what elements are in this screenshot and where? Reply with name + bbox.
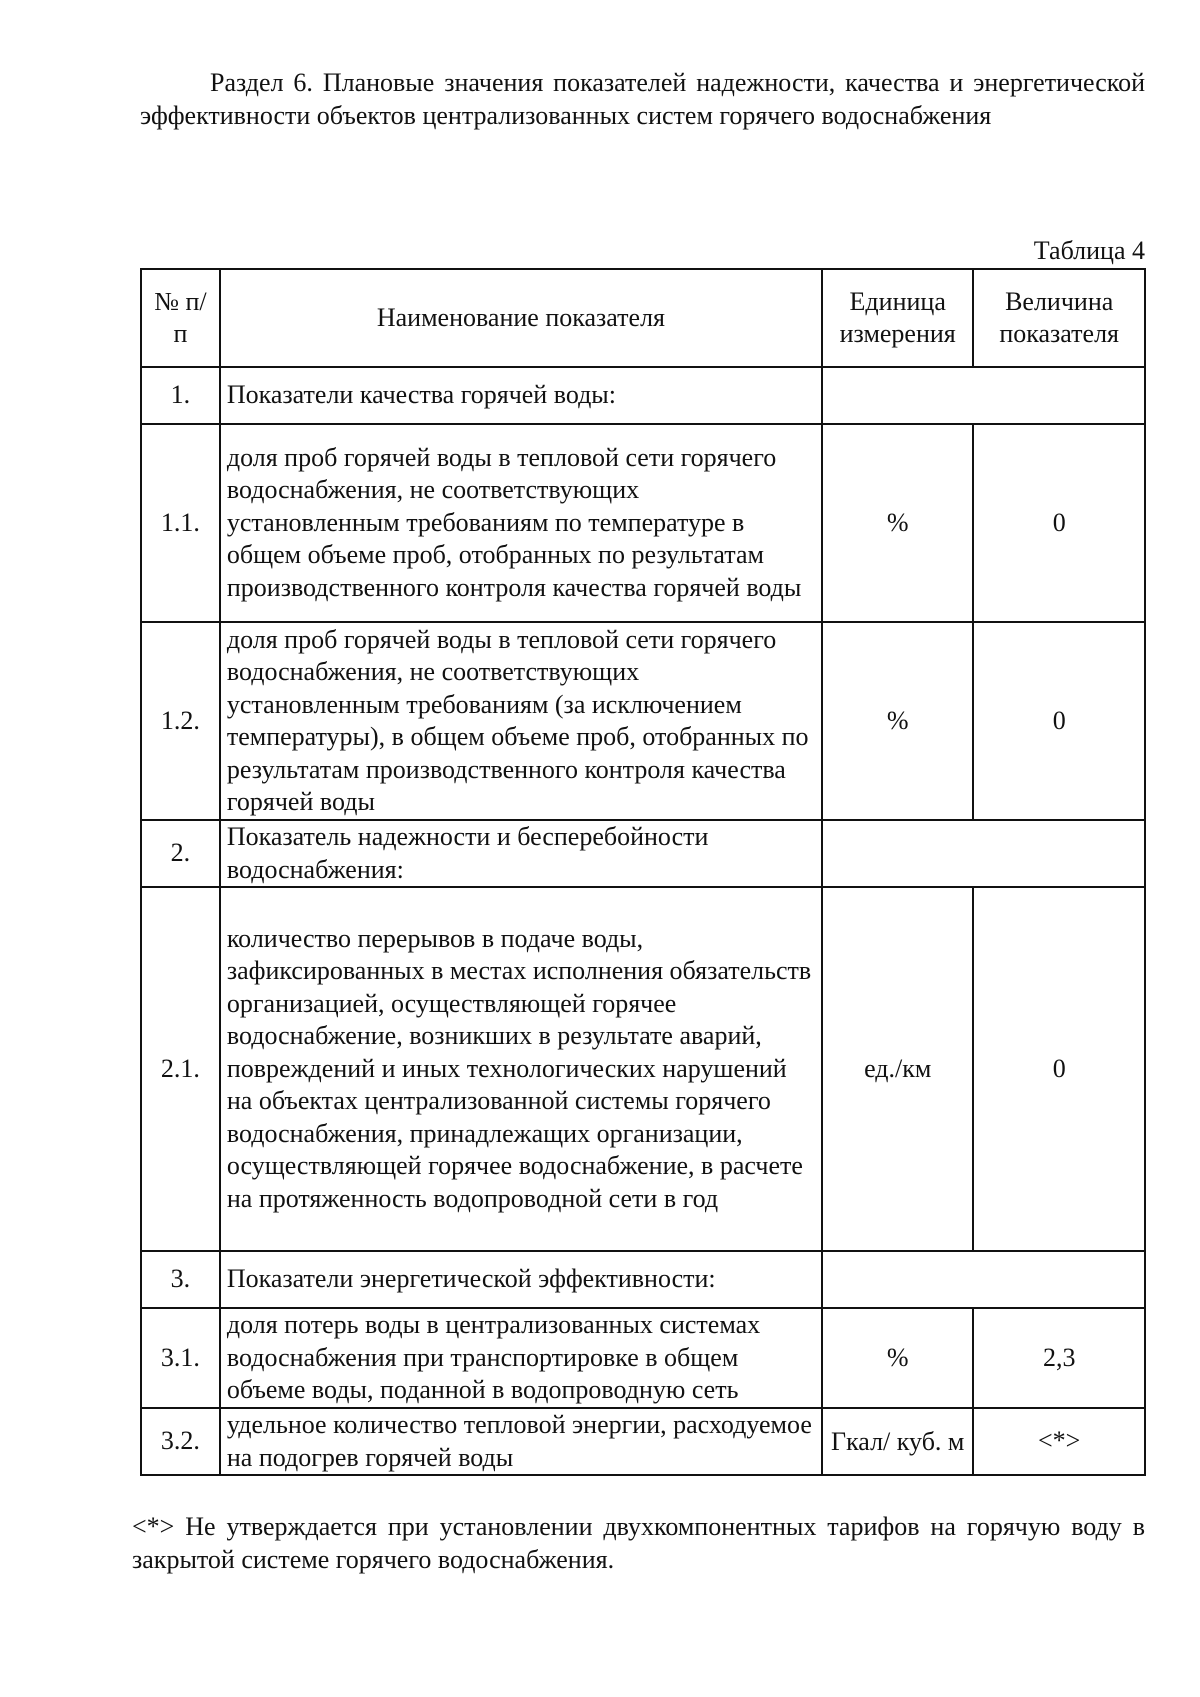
- table-header-row: [141, 269, 1145, 367]
- row-name: доля проб горячей воды в тепловой сети горячего водоснабжения, не соответствующих установленным требованиям по температуре в общем объеме проб, отобранных по результатам производственного контроля качества горячей воды: [220, 424, 822, 622]
- row-name: удельное количество тепловой энергии, расходуемое на подогрев горячей воды: [220, 1408, 822, 1475]
- row-empty-cell: [822, 820, 1145, 887]
- table-row-section-1: [141, 367, 1145, 424]
- row-num: 1.2.: [141, 622, 220, 820]
- table-row-section-2: [141, 820, 1145, 887]
- row-name: доля потерь воды в централизованных системах водоснабжения при транспортировке в общем объеме воды, поданной в водопроводную сеть: [220, 1308, 822, 1408]
- row-num: 1.1.: [141, 424, 220, 622]
- row-num: 2.: [141, 820, 220, 887]
- row-unit: %: [822, 424, 973, 622]
- table-row-2-1: [141, 887, 1145, 1251]
- header-value: Величина показателя: [973, 269, 1145, 367]
- row-num: 3.: [141, 1251, 220, 1308]
- row-unit: ед./км: [822, 887, 973, 1251]
- row-empty-cell: [822, 367, 1145, 424]
- row-value: <*>: [973, 1408, 1145, 1475]
- header-num: № п/п: [141, 269, 220, 367]
- table-row-3-2: [141, 1408, 1145, 1475]
- row-empty-cell: [822, 1251, 1145, 1308]
- row-value: 0: [973, 887, 1145, 1251]
- row-value: 0: [973, 424, 1145, 622]
- table-caption: Таблица 4: [1033, 236, 1145, 265]
- row-num: 3.2.: [141, 1408, 220, 1475]
- row-num: 3.1.: [141, 1308, 220, 1408]
- section-title: [140, 66, 1145, 132]
- row-unit: %: [822, 1308, 973, 1408]
- row-name: Показатель надежности и бесперебойности водоснабжения:: [220, 820, 822, 887]
- row-value: 2,3: [973, 1308, 1145, 1408]
- indicators-table: [140, 268, 1146, 1476]
- row-value: 0: [973, 622, 1145, 820]
- row-num: 2.1.: [141, 887, 220, 1251]
- table-row-3-1: [141, 1308, 1145, 1408]
- row-name: Показатели качества горячей воды:: [220, 367, 822, 424]
- row-num: 1.: [141, 367, 220, 424]
- row-unit: %: [822, 622, 973, 820]
- table-row-1-2: [141, 622, 1145, 820]
- row-name: доля проб горячей воды в тепловой сети горячего водоснабжения, не соответствующих установленным требованиям (за исключением температуры), в общем объеме проб, отобранных по результатам производственного контроля качества горячей воды: [220, 622, 822, 820]
- header-unit: Единица измерения: [822, 269, 973, 367]
- table-row-1-1: [141, 424, 1145, 622]
- table-row-section-3: [141, 1251, 1145, 1308]
- row-name: Показатели энергетической эффективности:: [220, 1251, 822, 1308]
- row-name: количество перерывов в подаче воды, зафиксированных в местах исполнения обязательств организацией, осуществляющей горячее водоснабжение, возникших в результате аварий, повреждений и иных технологических нарушений на объектах централизованной системы горячего водоснабжения, принадлежащих организации, осуществляющей горячее водоснабжение, в расчете на протяженность водопроводной сети в год: [220, 887, 822, 1251]
- section-title-text: Раздел 6. Плановые значения показателей надежности, качества и энергетической эффективности объектов централизованных систем горячего водоснабжения: [140, 68, 1145, 130]
- header-name: Наименование показателя: [220, 269, 822, 367]
- footnote: <*> Не утверждается при установлении двухкомпонентных тарифов на горячую воду в закрытой системе горячего водоснабжения.: [132, 1512, 1145, 1574]
- row-unit: Гкал/ куб. м: [822, 1408, 973, 1475]
